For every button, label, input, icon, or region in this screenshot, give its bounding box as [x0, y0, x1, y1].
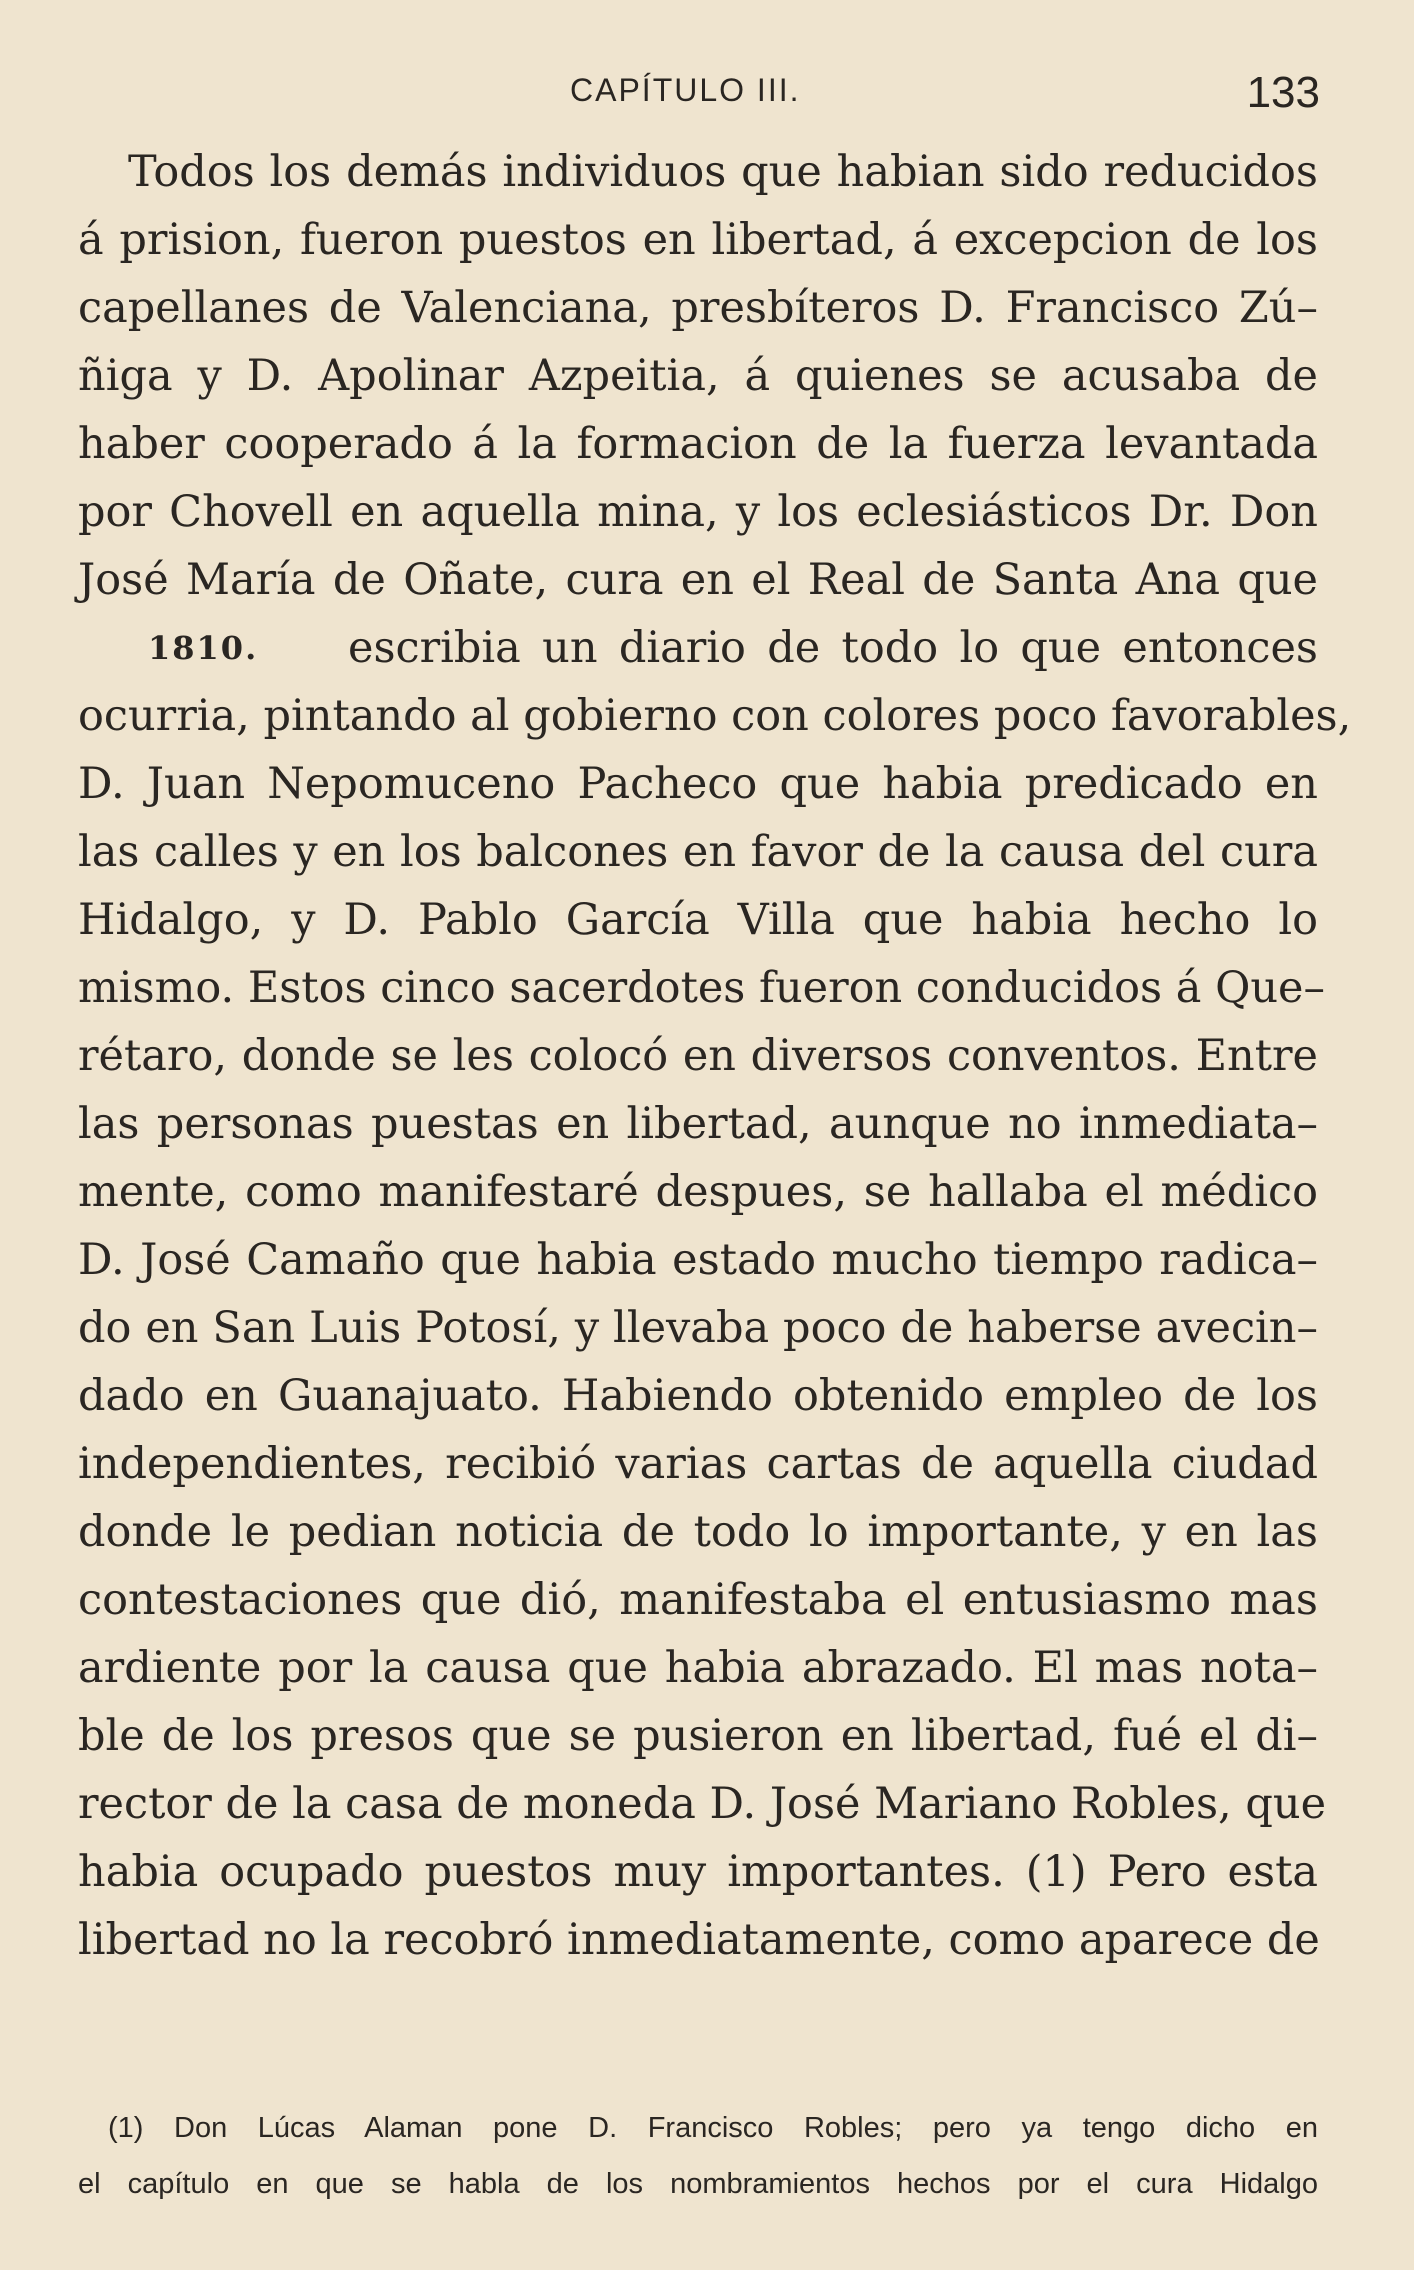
text-line: rector de la casa de moneda D. José Mariano Robles, que	[78, 1779, 1327, 1829]
text-line: donde le pedian noticia de todo lo importante, y en las	[78, 1507, 1318, 1557]
text-line	[78, 614, 1318, 682]
text-line: do en San Luis Potosí, y llevaba poco de haberse avecin–	[78, 1303, 1318, 1353]
text-line: Hidalgo, y D. Pablo García Villa que habia hecho lo	[78, 895, 1318, 945]
text-line: independientes, recibió varias cartas de aquella ciudad	[78, 1439, 1318, 1489]
text-line: contestaciones que dió, manifestaba el entusiasmo mas	[78, 1575, 1318, 1625]
text-line-content: escribia un diario de todo lo que entonces	[348, 623, 1318, 673]
text-line: mismo. Estos cinco sacerdotes fueron conducidos á Que–	[78, 963, 1325, 1013]
page-number: 133	[1246, 68, 1320, 117]
text-line: D. José Camaño que habia estado mucho tiempo radica–	[78, 1235, 1318, 1285]
margin-year-note: 1810.	[148, 629, 259, 667]
text-line: las personas puestas en libertad, aunque no inmediata–	[78, 1099, 1318, 1149]
text-line: José María de Oñate, cura en el Real de Santa Ana que	[78, 555, 1318, 605]
page-header	[0, 68, 1414, 128]
footnote-line: (1) Don Lúcas Alaman pone D. Francisco Robles; pero ya tengo dicho en	[108, 2112, 1318, 2144]
text-line: Todos los demás individuos que habian sido reducidos	[128, 147, 1318, 197]
text-line: haber cooperado á la formacion de la fuerza levantada	[78, 419, 1318, 469]
text-line: por Chovell en aquella mina, y los eclesiásticos Dr. Don	[78, 487, 1318, 537]
text-line: ardiente por la causa que habia abrazado. El mas nota–	[78, 1643, 1318, 1693]
text-line: habia ocupado puestos muy importantes. (1) Pero esta	[78, 1847, 1318, 1897]
text-line: las calles y en los balcones en favor de la causa del cura	[78, 827, 1318, 877]
text-line: D. Juan Nepomuceno Pacheco que habia predicado en	[78, 759, 1318, 809]
text-line: rétaro, donde se les colocó en diversos conventos. Entre	[78, 1031, 1318, 1081]
text-line: ocurria, pintando al gobierno con colores poco favorables,	[78, 691, 1352, 741]
footnotes	[78, 2100, 1318, 2212]
text-line: capellanes de Valenciana, presbíteros D. Francisco Zú–	[78, 283, 1318, 333]
body-text	[78, 138, 1352, 1974]
text-line: dado en Guanajuato. Habiendo obtenido empleo de los	[78, 1371, 1318, 1421]
text-line: á prision, fueron puestos en libertad, á excepcion de los	[78, 215, 1318, 265]
footnote-line: el capítulo en que se habla de los nombramientos hechos por el cura Hidalgo	[78, 2168, 1318, 2200]
running-title: CAPÍTULO III.	[570, 72, 801, 108]
text-line: ble de los presos que se pusieron en libertad, fué el di–	[78, 1711, 1318, 1761]
text-line: mente, como manifestaré despues, se hallaba el médico	[78, 1167, 1318, 1217]
text-line: ñiga y D. Apolinar Azpeitia, á quienes se acusaba de	[78, 351, 1318, 401]
text-line: libertad no la recobró inmediatamente, como aparece de	[78, 1915, 1320, 1965]
